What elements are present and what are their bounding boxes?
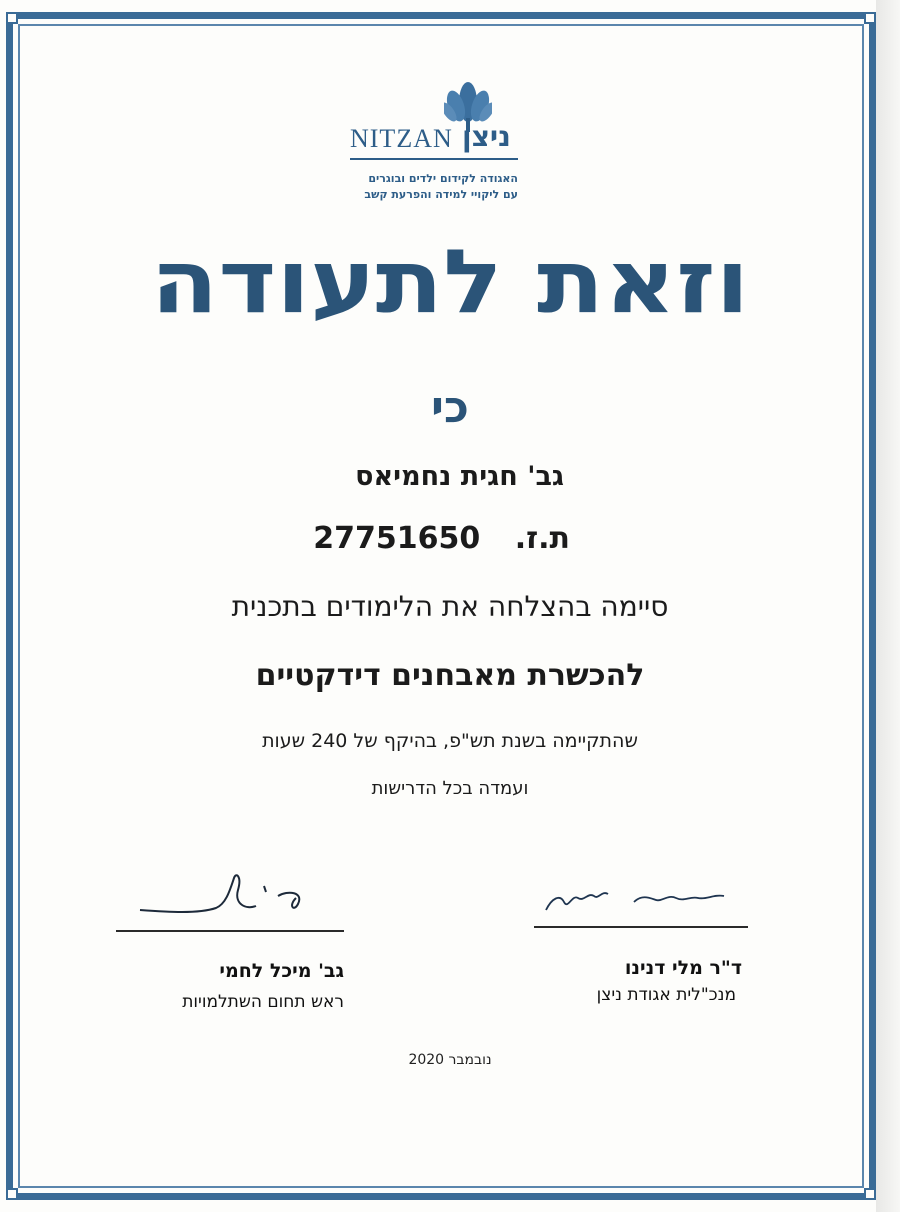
program-name: להכשרת מאבחנים דידקטיים <box>255 658 645 693</box>
corner-ornament <box>6 1188 18 1200</box>
logo-underline <box>350 158 518 160</box>
id-line <box>313 521 570 556</box>
corner-ornament <box>864 12 876 24</box>
id-label: ת.ז. <box>514 521 570 556</box>
logo-latin-text: NITZAN <box>350 124 453 153</box>
signatory-right-name: ד"ר מלי דנינו <box>624 957 742 979</box>
signature-right <box>538 880 738 930</box>
completion-statement: סיימה בהצלחה את הלימודים בתכנית <box>231 590 669 623</box>
signature-left <box>138 868 323 928</box>
signatory-left-name: גב' מיכל לחמי <box>219 960 344 982</box>
logo-tagline: האגודה לקידום ילדים ובוגרים <box>368 172 518 185</box>
logo-tagline: עם ליקויי למידה והפרעת קשב <box>364 188 518 201</box>
signatory-left-title: ראש תחום השתלמויות <box>182 992 344 1012</box>
signatory-right-title: מנכ"לית אגודת ניצן <box>596 985 736 1005</box>
program-details: שהתקיימה בשנת תש"פ, בהיקף של 240 שעות <box>262 730 638 752</box>
id-number: 27751650 <box>313 521 481 556</box>
requirements-statement: ועמדה בכל הדרישות <box>371 778 529 799</box>
corner-ornament <box>864 1188 876 1200</box>
certificate-title: וזאת לתעודה <box>150 230 750 333</box>
issue-date: נובמבר 2020 <box>408 1052 492 1068</box>
signature-line-left <box>116 930 344 932</box>
signature-line-right <box>534 926 748 928</box>
recipient-name: גב' חגית נחמיאס <box>355 461 564 492</box>
corner-ornament <box>6 12 18 24</box>
ki-word: כי <box>431 382 469 433</box>
logo-hebrew-text: ניצן <box>462 120 511 153</box>
nitzan-logo <box>340 78 530 208</box>
